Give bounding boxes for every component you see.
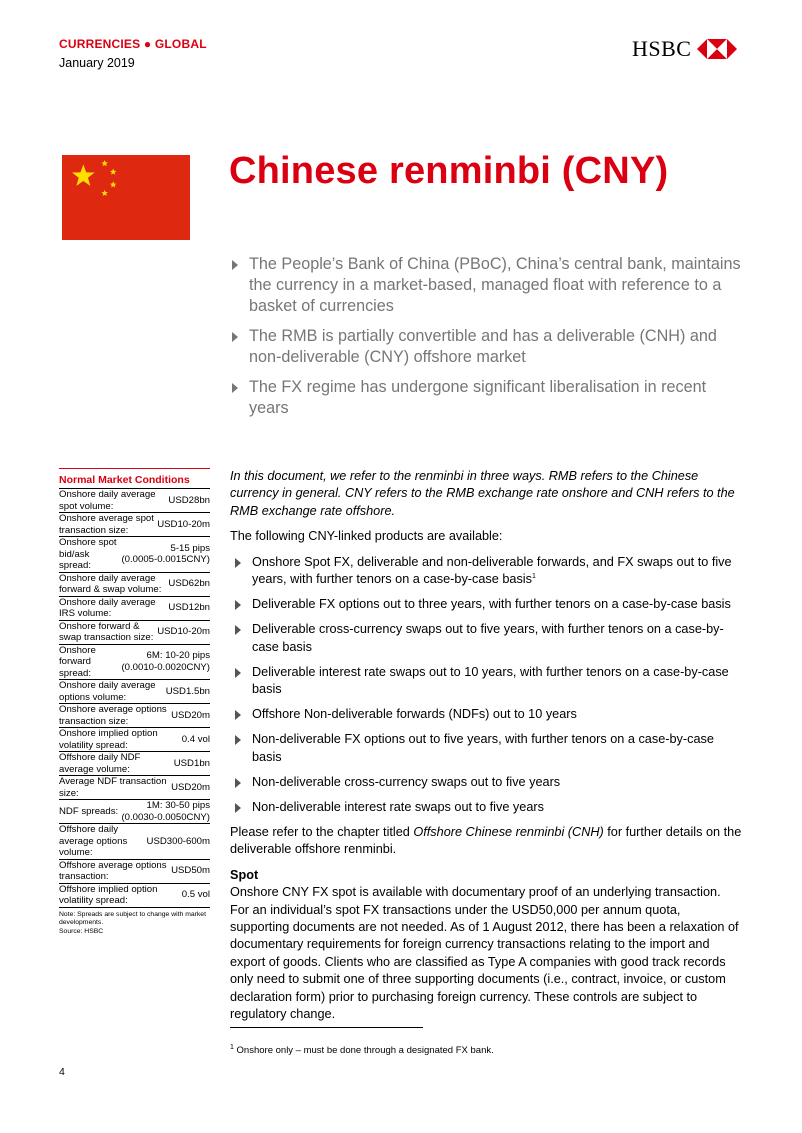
table-row-label: Onshore forward spread: [59, 644, 96, 679]
product-item [230, 774, 742, 791]
table-row-value [171, 710, 210, 722]
table-row-label: Onshore spot bid/ask spread: [59, 537, 117, 571]
table-row [59, 680, 210, 704]
table-row-value-line: USD12bn [168, 602, 210, 614]
bullet-triangle-icon [235, 668, 241, 678]
product-item-text: Non-deliverable FX options out to five years, with further tenors on a case-by-case basis [252, 732, 714, 764]
market-conditions-table [59, 468, 210, 936]
table-row-value-line: USD1.5bn [165, 685, 210, 697]
products-lead: The following CNY-linked products are available: [230, 529, 503, 544]
table-row-label: Onshore daily average forward & swap volume: [59, 572, 162, 595]
table-row [59, 704, 210, 728]
table-row-value [121, 800, 210, 823]
bullet-triangle-icon [235, 558, 241, 568]
table-body [59, 489, 210, 908]
product-item [230, 554, 742, 589]
summary-item [229, 326, 749, 368]
refer-chapter-title: Offshore Chinese renminbi (CNH) [413, 825, 604, 839]
product-item [230, 621, 742, 656]
product-item [230, 706, 742, 723]
table-row-value-line: USD28bn [168, 494, 210, 506]
table-row-value-line: USD10-20m [157, 518, 210, 530]
footnote-text: Onshore only – must be done through a designated FX bank. [236, 1045, 494, 1056]
product-item [230, 664, 742, 699]
table-row-value-line: USD50m [171, 865, 210, 877]
summary-item-text: The RMB is partially convertible and has a deliverable (CNH) and non-deliverable (CNY) offshore market [249, 327, 717, 366]
hsbc-logo [632, 36, 737, 62]
table-row-label: NDF spreads: [59, 805, 119, 817]
product-item-text: Deliverable interest rate swaps out to 10 years, with further tenors on a case-by-case basis [252, 664, 729, 697]
table-row-value [157, 626, 210, 638]
table-row-value [157, 519, 210, 531]
refer-pre: Please refer to the chapter titled [230, 825, 414, 839]
table-row-value-line: 5-15 pips [170, 542, 210, 554]
table-row-label: Onshore daily average options volume: [59, 680, 156, 703]
main-content [230, 468, 742, 1031]
table-row [59, 776, 210, 800]
table-note-text: Note: Spreads are subject to change with market developments. [59, 910, 206, 926]
table-row-value [168, 578, 210, 590]
product-item [230, 596, 742, 613]
china-flag-icon [62, 155, 190, 240]
bullet-triangle-icon [235, 710, 241, 720]
table-row-value [166, 686, 210, 698]
table-row [59, 597, 210, 621]
table-row-value [121, 543, 210, 566]
table-title: Normal Market Conditions [59, 469, 210, 489]
table-row-label: Average NDF transaction size: [59, 776, 167, 799]
summary-list [229, 254, 749, 428]
table-row-label: Offshore daily NDF average volume: [59, 752, 141, 775]
table-source: Source: HSBC [59, 927, 104, 935]
hsbc-hexagon-icon [697, 39, 737, 59]
table-row [59, 860, 210, 884]
table-row [59, 645, 210, 681]
table-row [59, 489, 210, 513]
bullet-triangle-icon [232, 260, 238, 270]
product-item-text: Offshore Non-deliverable forwards (NDFs) out to 10 years [252, 707, 577, 722]
bullet-triangle-icon [232, 332, 238, 342]
page-title: Chinese renminbi (CNY) [229, 150, 669, 192]
hsbc-logo-text: HSBC [632, 36, 692, 61]
bullet-triangle-icon [235, 735, 241, 745]
table-row-label: Onshore daily average IRS volume: [59, 596, 156, 619]
table-row-value [182, 734, 210, 746]
table-row-label: Offshore implied option volatility spread: [59, 883, 158, 906]
table-row [59, 728, 210, 752]
table-row-value-line: USD20m [171, 781, 210, 793]
product-item [230, 731, 742, 766]
table-row-value-line: 0.5 vol [181, 889, 210, 901]
bullet-triangle-icon [235, 625, 241, 635]
table-row-value-line: (0.0010-0.0020CNY) [121, 661, 210, 673]
table-row [59, 824, 210, 860]
table-row-value-line: (0.0030-0.0050CNY) [121, 811, 210, 823]
spot-heading: Spot [230, 867, 259, 882]
product-item-text: Deliverable cross-currency swaps out to five years, with further tenors on a case-by-case basis [252, 622, 724, 654]
table-row-label: Onshore average spot transaction size: [59, 513, 154, 536]
table-row-value-line: USD1bn [173, 757, 210, 769]
report-category: CURRENCIES ● GLOBAL [59, 37, 207, 51]
table-row [59, 513, 210, 537]
footnote-rule [230, 1027, 423, 1028]
table-row-value-line: 1M: 30-50 pips [146, 800, 210, 811]
table-row-value-line: USD300-600m [146, 835, 210, 847]
bullet-triangle-icon [232, 383, 238, 393]
table-row [59, 621, 210, 645]
table-row [59, 752, 210, 776]
bullet-triangle-icon [235, 778, 241, 788]
table-row-value-line: 0.4 vol [181, 733, 210, 745]
table-row-label: Onshore daily average spot volume: [59, 489, 156, 512]
summary-item-text: The People’s Bank of China (PBoC), China’s central bank, maintains the currency in a market-based, managed float with reference to a basket of currencies [249, 255, 741, 315]
table-row [59, 884, 210, 908]
table-row-value [168, 495, 210, 507]
table-row-value [121, 650, 210, 673]
table-row-label: Onshore implied option volatility spread: [59, 728, 158, 751]
footnote [230, 1045, 494, 1056]
product-item-text: Non-deliverable interest rate swaps out to five years [252, 799, 544, 814]
products-list [230, 554, 742, 817]
table-row-value [182, 889, 210, 901]
summary-item [229, 377, 749, 419]
product-item-text: Onshore Spot FX, deliverable and non-deliverable forwards, and FX swaps out to five years, with further tenors on a case-by-case basis [252, 554, 732, 587]
bullet-triangle-icon [235, 600, 241, 610]
table-row-value [171, 865, 210, 877]
table-row-value-line: 6M: 10-20 pips [146, 650, 210, 662]
table-row-value [147, 836, 210, 848]
table-row-value-line: USD20m [171, 709, 210, 721]
table-row [59, 800, 210, 824]
product-item [230, 799, 742, 816]
summary-item-text: The FX regime has undergone significant liberalisation in recent years [249, 378, 707, 417]
table-row-label: Onshore forward & swap transaction size: [59, 620, 154, 643]
summary-item [229, 254, 749, 317]
page-number: 4 [59, 1066, 65, 1078]
refer-post: for further details on the deliverable offshore renminbi. [230, 825, 742, 857]
table-row [59, 573, 210, 597]
table-row [59, 537, 210, 573]
table-row-value-line: USD10-20m [157, 626, 210, 638]
table-row-value [171, 782, 210, 794]
product-item-text: Non-deliverable cross-currency swaps out to five years [252, 774, 561, 789]
table-row-label: Offshore average options transaction: [59, 859, 167, 882]
spot-paragraph: Onshore CNY FX spot is available with documentary proof of an underlying transaction. For an individual’s spot FX transactions under the USD50,000 per annum quota, supporting documents are not needed. As of 1 August 2012, there has been a relaxation of documentary requirements for foreign currency transactions relating to the import and export of goods. Clients who are classified as Type A companies with good track records only need to submit one of three supporting documents (i.e., contract, invoice, or custom declaration form) prior to purchasing foreign currency. These controls are subject to regulatory change. [230, 885, 739, 1022]
footnote-mark: 1 [230, 1043, 234, 1051]
table-row-label: Onshore average options transaction size: [59, 704, 167, 727]
table-row-value [168, 602, 210, 614]
table-row-value [174, 758, 210, 770]
bullet-triangle-icon [235, 803, 241, 813]
footnote-ref: 1 [531, 572, 536, 580]
table-row-label: Offshore daily average options volume: [59, 824, 128, 858]
table-row-value-line: (0.0005-0.0015CNY) [121, 554, 210, 566]
product-item-text: Deliverable FX options out to three years, with further tenors on a case-by-case basis [252, 597, 731, 612]
report-date: January 2019 [59, 56, 135, 70]
intro-paragraph: In this document, we refer to the renminbi in three ways. RMB refers to the Chinese currency in general. CNY refers to the RMB exchange rate onshore and CNH refers to the RMB exchange rate offshore. [230, 469, 735, 518]
table-note [59, 911, 210, 937]
refer-paragraph [230, 824, 742, 859]
table-row-value-line: USD62bn [168, 578, 210, 590]
